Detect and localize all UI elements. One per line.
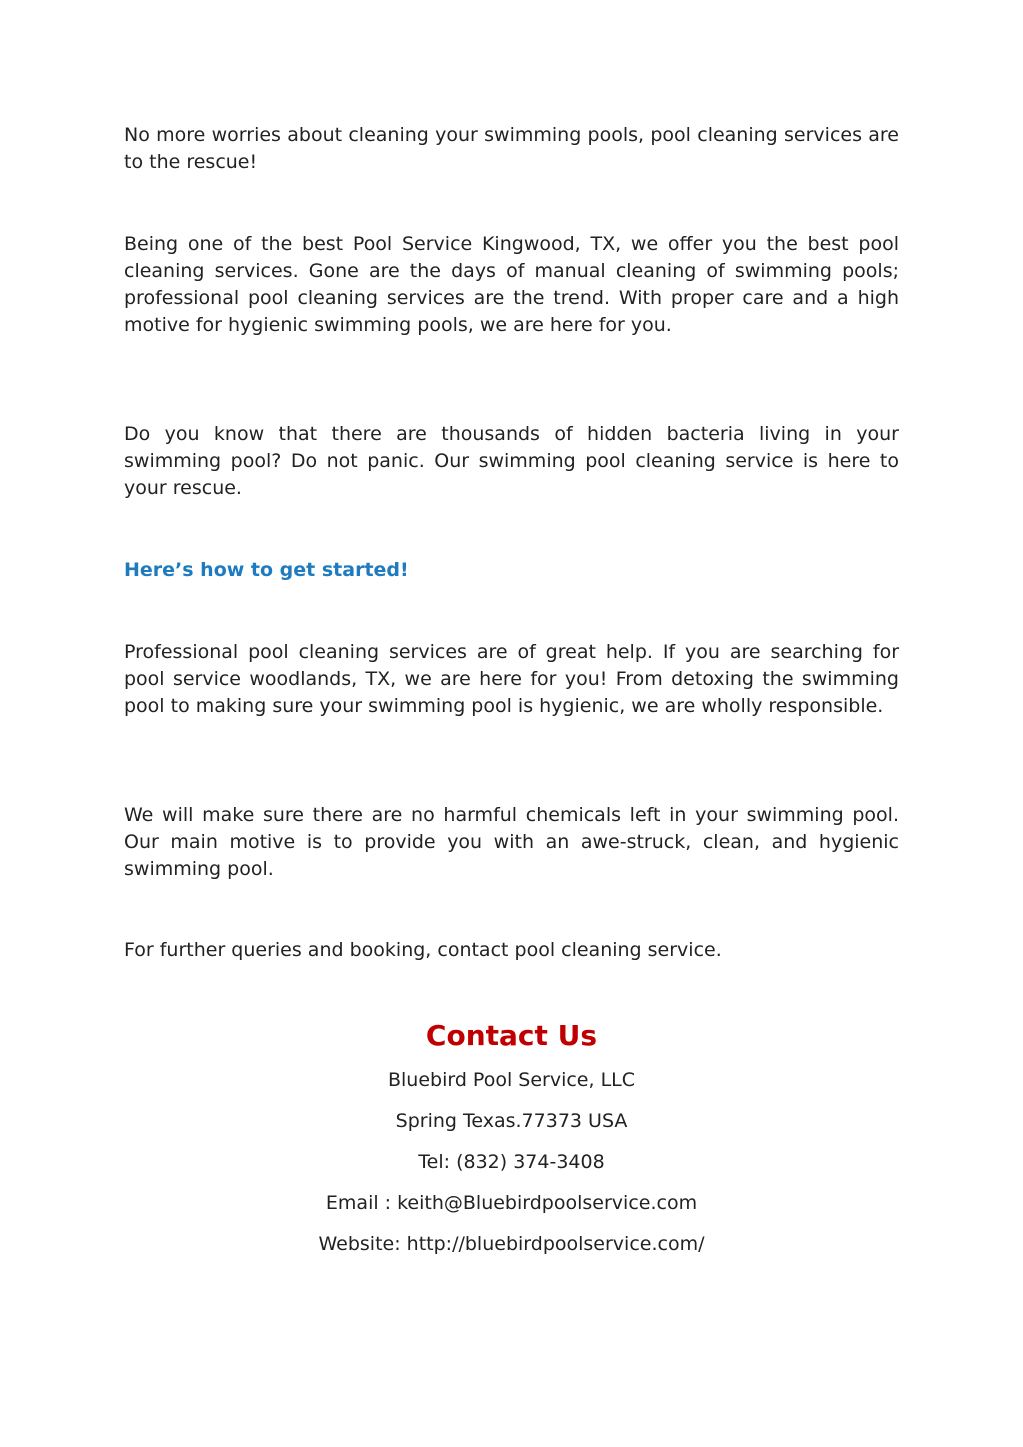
- woodlands-paragraph: Professional pool cleaning services are of great help. If you are searching for pool service woodlands, TX, we are here for you! From detoxing the swimming pool to making sure your swimming pool is hygienic, we are wholly responsible.: [124, 641, 899, 717]
- contact-section: [0, 1012, 1023, 1265]
- website: Website: http://bluebirdpoolservice.com/: [318, 1233, 705, 1255]
- telephone: Tel: (832) 374-3408: [418, 1151, 605, 1173]
- get-started-heading: Here’s how to get started!: [124, 559, 409, 581]
- address: Spring Texas.77373 USA: [395, 1110, 628, 1132]
- chemicals-paragraph: We will make sure there are no harmful chemicals left in your swimming pool. Our main motive is to provide you with an awe-struck, clean, and hygienic swimming pool.: [124, 804, 899, 880]
- kingwood-paragraph: Being one of the best Pool Service Kingwood, TX, we offer you the best pool cleaning services. Gone are the days of manual cleaning of swimming pools; professional pool cleaning services are the trend. With proper care and a high motive for hygienic swimming pools, we are here for you.: [124, 233, 899, 336]
- company-name: Bluebird Pool Service, LLC: [387, 1069, 636, 1091]
- intro-paragraph: No more worries about cleaning your swimming pools, pool cleaning services are to the rescue!: [124, 124, 899, 173]
- booking-paragraph: For further queries and booking, contact pool cleaning service.: [124, 939, 722, 961]
- email: Email : keith@Bluebirdpoolservice.com: [325, 1192, 698, 1214]
- bacteria-paragraph: Do you know that there are thousands of hidden bacteria living in your swimming pool? Do not panic. Our swimming pool cleaning service is here to your rescue.: [124, 423, 899, 499]
- contact-title: Contact Us: [425, 1019, 598, 1052]
